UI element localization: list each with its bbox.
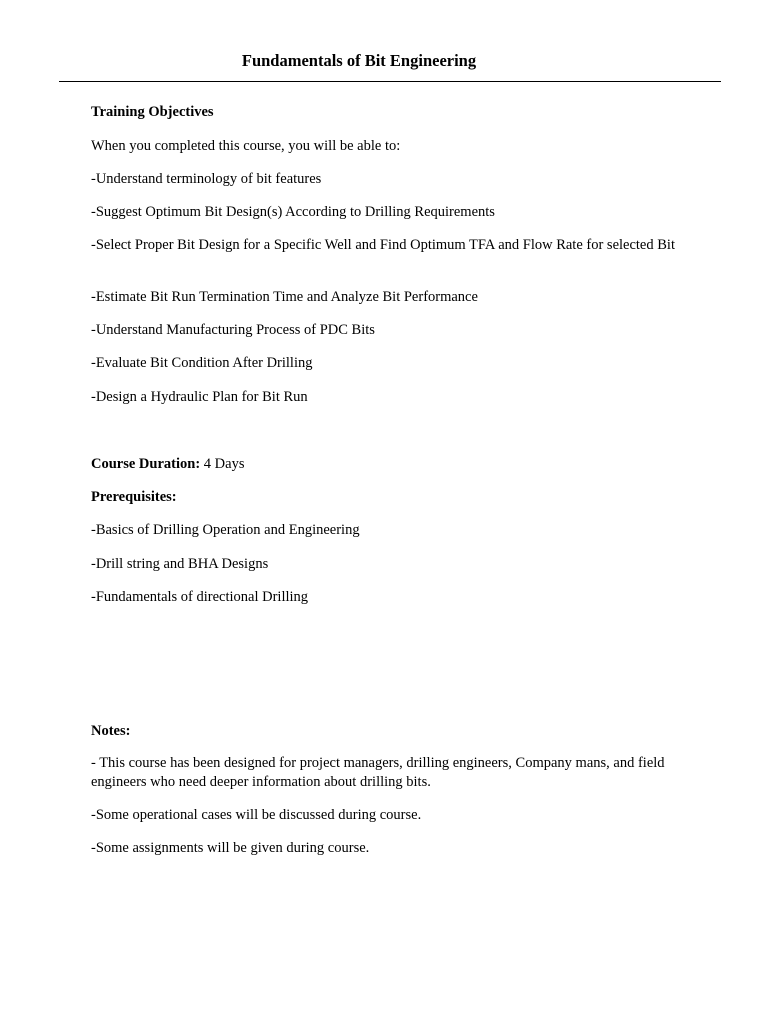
objective-item: -Evaluate Bit Condition After Drilling <box>91 355 313 371</box>
duration-label: Course Duration: <box>91 456 201 472</box>
prerequisite-item: -Drill string and BHA Designs <box>91 556 269 572</box>
prerequisites-heading: Prerequisites: <box>91 489 177 505</box>
note-item: -Some assignments will be given during course. <box>91 840 370 856</box>
objectives-heading: Training Objectives <box>91 104 214 120</box>
note-item: -Some operational cases will be discussed during course. <box>91 807 422 823</box>
objective-item: -Suggest Optimum Bit Design(s) According to Drilling Requirements <box>91 204 495 220</box>
document-title: Fundamentals of Bit Engineering <box>241 51 477 70</box>
course-duration <box>91 455 244 474</box>
objective-item: -Understand terminology of bit features <box>91 171 322 187</box>
notes-heading: Notes: <box>91 723 131 739</box>
prerequisite-item: -Basics of Drilling Operation and Engineering <box>91 522 360 538</box>
note-item: - This course has been designed for project managers, drilling engineers, Company mans, and field engineers who need deeper information about drilling bits. <box>91 755 665 790</box>
objective-item: -Estimate Bit Run Termination Time and Analyze Bit Performance <box>91 289 478 305</box>
objective-item: -Design a Hydraulic Plan for Bit Run <box>91 389 308 405</box>
prerequisite-item: -Fundamentals of directional Drilling <box>91 589 309 605</box>
duration-value: 4 Days <box>200 456 245 472</box>
objective-item: -Select Proper Bit Design for a Specific Well and Find Optimum TFA and Flow Rate for selected Bit <box>91 237 675 253</box>
objective-item: -Understand Manufacturing Process of PDC Bits <box>91 322 375 338</box>
objectives-intro: When you completed this course, you will be able to: <box>91 138 401 154</box>
title-divider <box>59 81 721 82</box>
